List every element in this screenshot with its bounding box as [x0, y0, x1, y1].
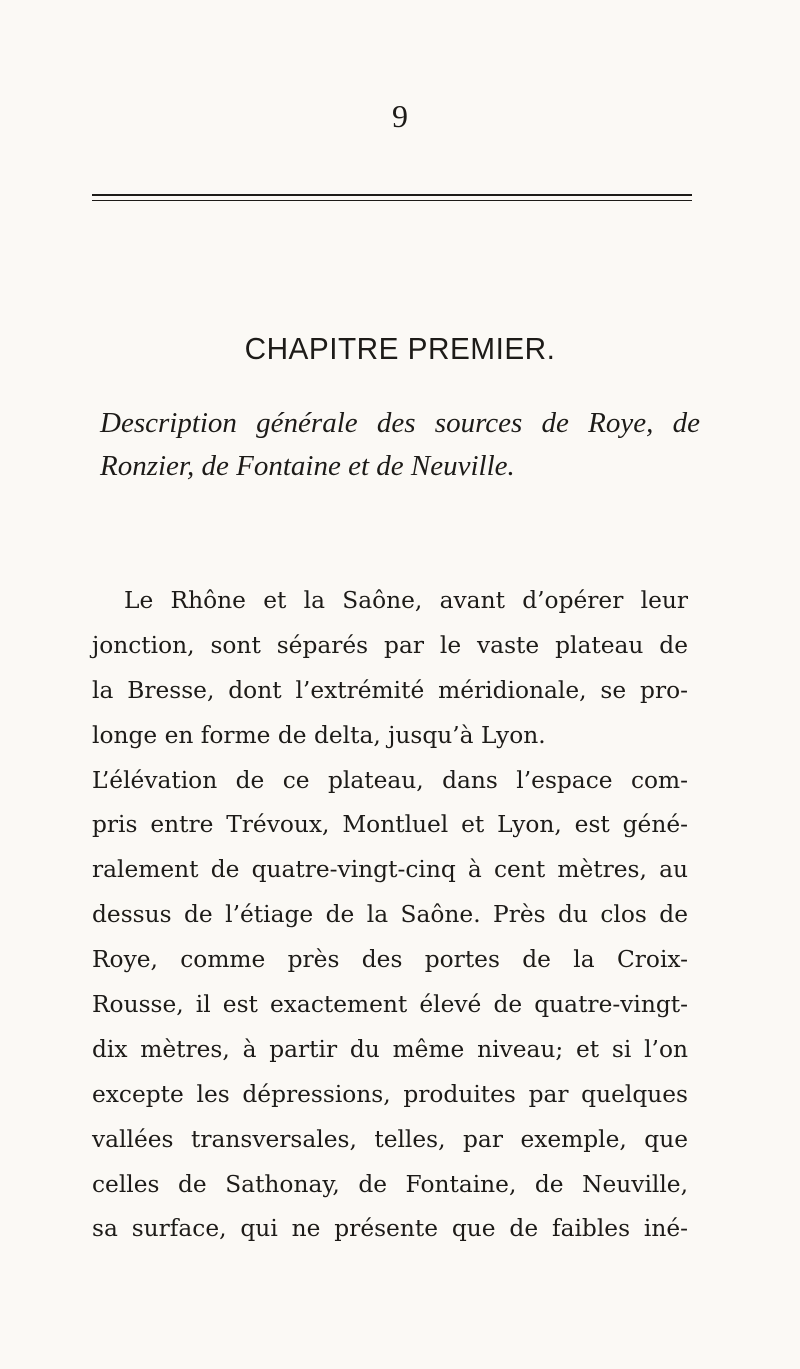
body-line: dix mètres, à partir du même niveau; et si l’on	[92, 1035, 688, 1063]
body-line: sa surface, qui ne présente que de faibles iné-	[92, 1215, 688, 1243]
chapter-subtitle	[100, 402, 700, 488]
body-line: Roye, comme près des portes de la Croix-	[92, 946, 688, 974]
body-line: Le Rhône et la Saône, avant d’opérer leur	[124, 587, 688, 614]
body-paragraph	[92, 579, 688, 1252]
body-line: excepte les dépressions, produites par quelques	[92, 1080, 688, 1108]
body-line: ralement de quatre-vingt-cinq à cent mètres, au	[92, 856, 688, 884]
body-line: vallées transversales, telles, par exemple, que	[92, 1125, 688, 1153]
body-line: jonction, sont séparés par le vaste plateau de	[92, 631, 688, 659]
subtitle-line-2: Ronzier, de Fontaine et de Neuville.	[100, 450, 515, 482]
page-number: 9	[392, 98, 408, 134]
header-rule-thin	[92, 200, 692, 201]
body-line: pris entre Trévoux, Montluel et Lyon, est géné-	[92, 811, 688, 839]
body-line: L’élévation de ce plateau, dans l’espace com-	[92, 766, 688, 794]
body-line: celles de Sathonay, de Fontaine, de Neuville,	[92, 1170, 688, 1198]
subtitle-line-1: Description générale des sources de Roye, de	[100, 407, 700, 439]
body-line: dessus de l’étiage de la Saône. Près du clos de	[92, 901, 688, 929]
chapter-title: CHAPITRE PREMIER.	[244, 331, 556, 366]
body-line: la Bresse, dont l’extrémité méridionale, se pro-	[92, 676, 688, 704]
body-line: Rousse, il est exactement élevé de quatre-vingt-	[92, 991, 688, 1019]
body-line: longe en forme de delta, jusqu’à Lyon.	[92, 721, 546, 749]
header-rule-thick	[92, 194, 692, 196]
